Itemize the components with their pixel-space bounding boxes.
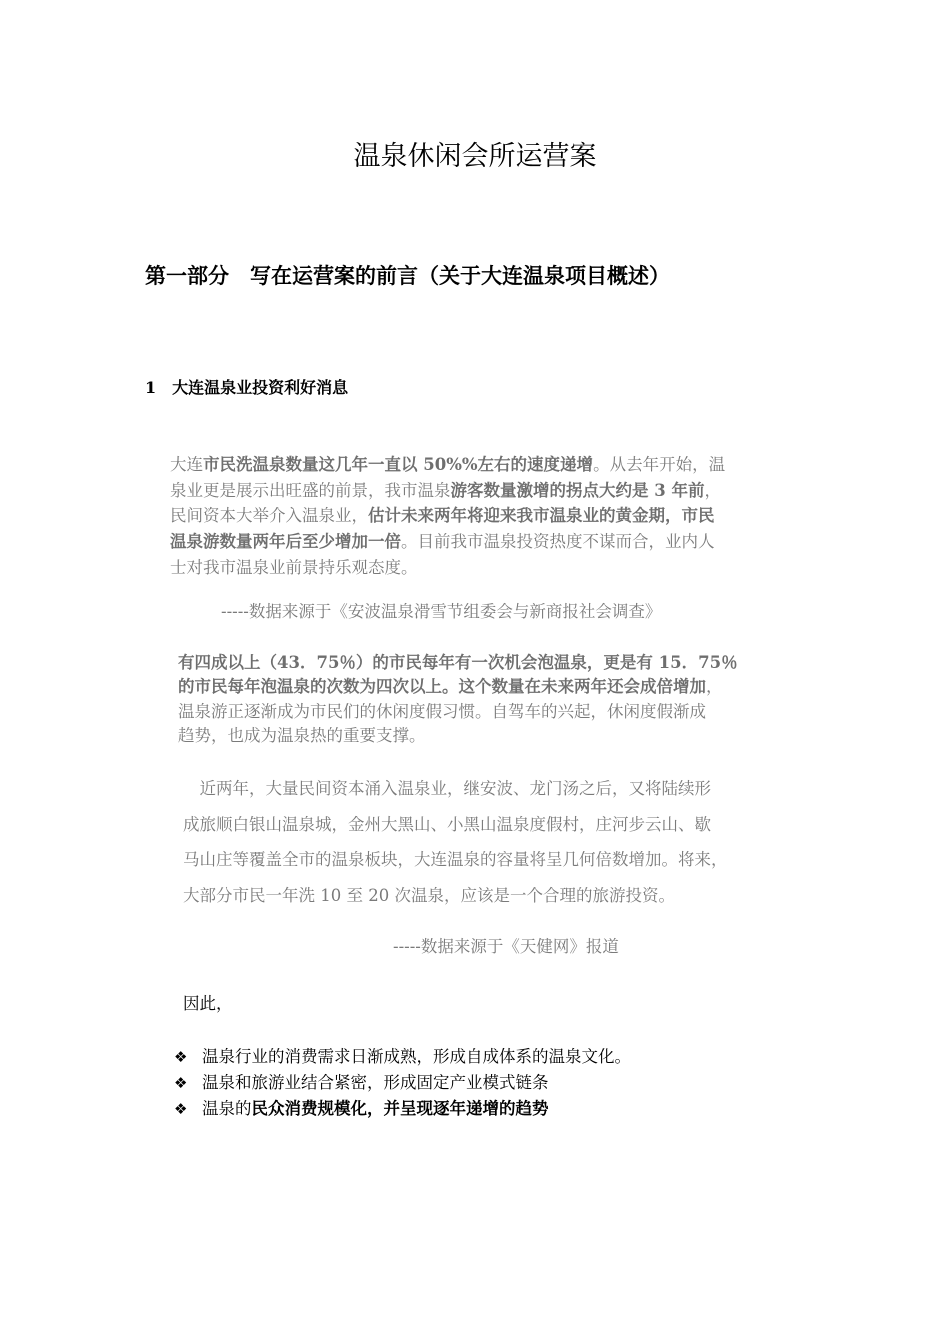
section-title: 大连温泉业投资利好消息 (172, 378, 349, 397)
part-heading: 第一部分 写在运营案的前言（关于大连温泉项目概述） (145, 263, 670, 288)
diamond-bullet-icon: ❖ (174, 1100, 188, 1118)
paragraph-line: 民间资本大举介入温泉业，估计未来两年将迎来我市温泉业的黄金期，市民 (170, 506, 715, 526)
list-item: ❖ 温泉的民众消费规模化，并呈现逐年递增的趋势 (174, 1096, 631, 1122)
list-item: ❖ 温泉行业的消费需求日渐成熟，形成自成体系的温泉文化。 (174, 1044, 631, 1070)
diamond-bullet-icon: ❖ (174, 1074, 188, 1092)
paragraph-line: 温泉游正逐渐成为市民们的休闲度假习惯。自驾车的兴起，休闲度假渐成 (178, 701, 706, 721)
paragraph-line: 大连市民洗温泉数量这几年一直以 50%%左右的速度递增。从去年开始，温 (170, 455, 726, 474)
paragraph-growth-stats (170, 452, 725, 581)
document-title: 温泉休闲会所运营案 (353, 141, 597, 172)
paragraph-line: 士对我市温泉业前景持乐观态度。 (170, 557, 418, 577)
paragraph-line: 泉业更是展示出旺盛的前景，我市温泉游客数量激增的拐点大约是 3 年前， (170, 480, 721, 500)
list-item: ❖ 温泉和旅游业结合紧密，形成固定产业模式链条 (174, 1070, 631, 1096)
therefore-text: 因此， (183, 994, 233, 1013)
paragraph-private-capital (183, 771, 728, 913)
paragraph-line: 的市民每年泡温泉的次数为四次以上。这个数量在未来两年还会成倍增加， (178, 677, 723, 697)
paragraph-line: 近两年，大量民间资本涌入温泉业，继安波、龙门汤之后，又将陆续形 (183, 779, 711, 798)
section-heading (145, 375, 348, 398)
paragraph-line: 温泉游数量两年后至少增加一倍。目前我市温泉投资热度不谋而合，业内人 (170, 532, 715, 552)
paragraph-line: 趋势，也成为温泉热的重要支撑。 (178, 725, 426, 745)
paragraph-line: 大部分市民一年洗 10 至 20 次温泉，应该是一个合理的旅游投资。 (183, 885, 675, 905)
paragraph-line: 有四成以上（43．75％）的市民每年有一次机会泡温泉，更是有 15．75％ (178, 653, 738, 672)
source-citation-2: -----数据来源于《天健网》报道 (393, 937, 619, 956)
diamond-bullet-icon: ❖ (174, 1048, 188, 1066)
conclusion-list (174, 1044, 631, 1122)
section-number: 1 (145, 378, 157, 397)
source-citation-1: -----数据来源于《安波温泉滑雪节组委会与新商报社会调查》 (221, 602, 662, 621)
paragraph-line: 成旅顺白银山温泉城，金州大黑山、小黑山温泉度假村，庄河步云山、歇 (183, 814, 711, 834)
paragraph-line: 马山庄等覆盖全市的温泉板块，大连温泉的容量将呈几何倍数增加。将来， (183, 850, 728, 870)
paragraph-survey-results (178, 651, 738, 748)
